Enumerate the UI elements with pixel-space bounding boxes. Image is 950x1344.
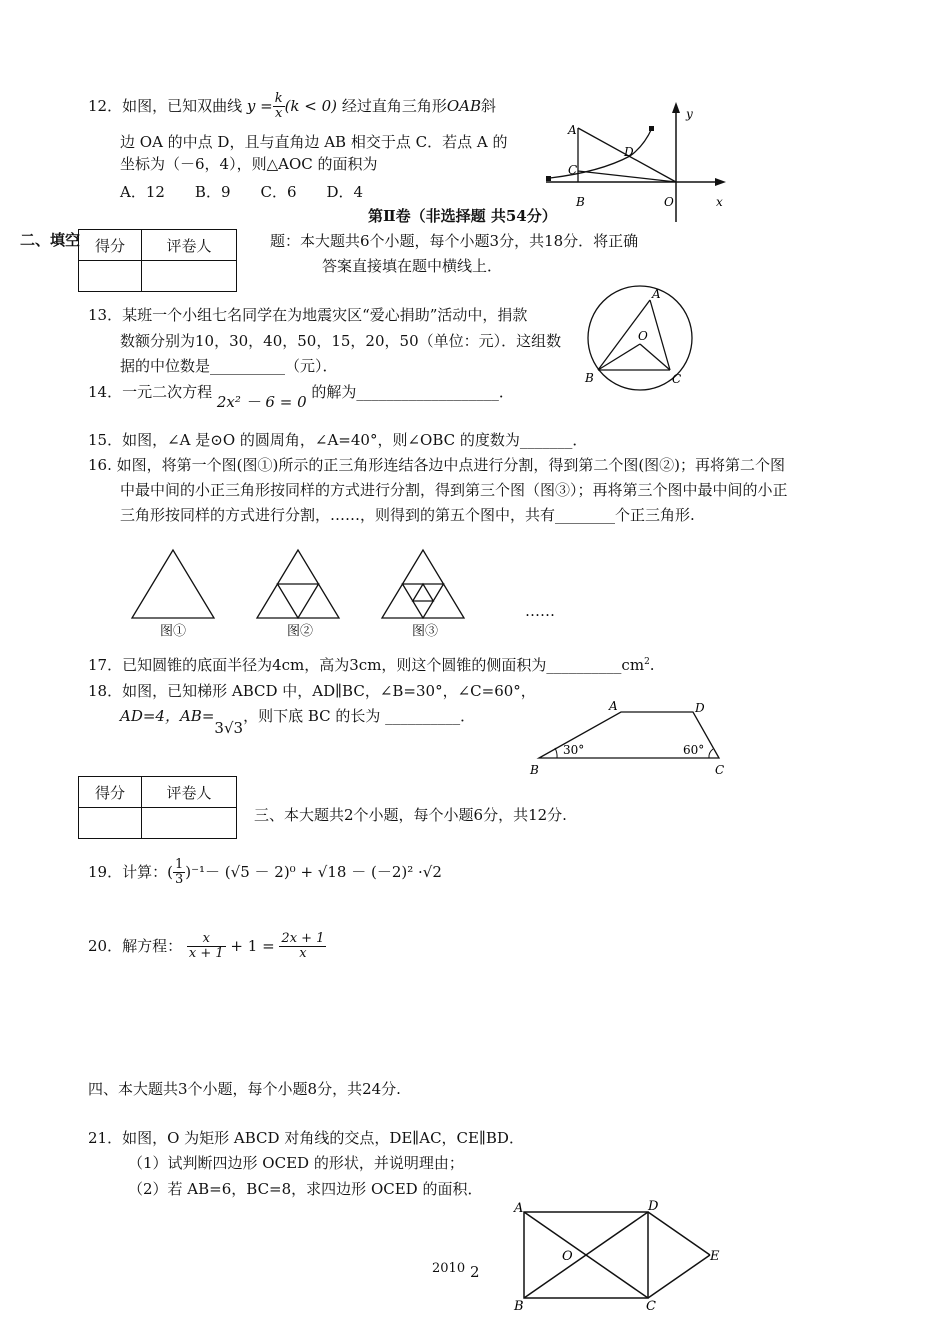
q16-line3: 三角形按同样的方式进行分割，……，则得到的第五个图中，共有________个正三角形. [120, 506, 695, 524]
q21-line3: （2）若 AB=6，BC=8，求四边形 OCED 的面积． [128, 1180, 483, 1198]
q21-line2: （1）试判断四边形 OCED 的形状，并说明理由； [128, 1154, 464, 1172]
q13-line3: 据的中位数是__________（元）． [120, 357, 338, 375]
q14-pre: 14．一元二次方程 [88, 383, 213, 401]
q20: 20．解方程： $\frac{x}{x + 1}$ + 1 = $\frac{2x + 1}{x}$ [88, 931, 325, 962]
q12-label-o: O [664, 195, 674, 209]
q16-caption-2: 图② [287, 624, 314, 639]
q21-label-o: O [562, 1249, 573, 1264]
q18-angle-b: 30° [563, 743, 585, 757]
q13-label-b: B [585, 371, 594, 385]
q13-label-o: O [638, 329, 648, 343]
q12-label-y: y [686, 107, 693, 121]
q21-label-c: C [646, 1299, 656, 1314]
q16-triangle-2 [253, 548, 343, 622]
footer-year: 2010 [432, 1261, 466, 1276]
q18-label-b: B [530, 763, 539, 777]
q16-triangle-3 [378, 548, 468, 622]
section4-title: 四、本大题共3个小题，每个小题8分，共24分. [88, 1080, 401, 1098]
q14 [88, 383, 514, 411]
grader-cell[interactable] [142, 808, 237, 839]
q18-label-c: C [715, 763, 725, 777]
score-header: 得分 [79, 230, 142, 261]
q12-label-a: A [568, 123, 577, 137]
q21-label-a: A [514, 1201, 524, 1216]
q12-label-b: B [576, 195, 585, 209]
q13-label-c: C [672, 372, 682, 386]
q21-label-e: E [710, 1249, 720, 1264]
grader-header: 评卷人 [142, 230, 237, 261]
grader-cell[interactable] [142, 261, 237, 292]
grader-header: 评卷人 [142, 777, 237, 808]
section3-score-table [78, 776, 237, 839]
q20-rhs-fraction: $\frac{2x + 1}{x}$ [281, 931, 325, 962]
q12-formula-fraction: $\frac{k}{x}$ [274, 91, 283, 122]
q16-triangle-1 [128, 548, 218, 622]
score-header: 得分 [79, 777, 142, 808]
section2-line1: 题：本大题共6个小题，每个小题3分，共18分．将正确 [270, 232, 639, 250]
q18-line1: 18．如图，已知梯形 ABCD 中，AD∥BC，∠B=30°，∠C=60°， [88, 682, 536, 700]
section3-title: 三、本大题共2个小题，每个小题6分，共12分. [254, 806, 567, 824]
q12-figure [540, 98, 740, 228]
q21-line1: 21．如图，O 为矩形 ABCD 对角线的交点，DE∥AC，CE∥BD． [88, 1129, 524, 1147]
q20-lhs-fraction: $\frac{x}{x + 1}$ [188, 931, 224, 962]
section2-line2: 答案直接填在题中横线上． [322, 257, 503, 275]
q13-line1: 13．某班一个小组七名同学在为地震灾区“爱心捐助”活动中，捐款 [88, 306, 528, 324]
q19: 19．计算：( $\frac{1}{3}$ )⁻¹－ (√5 － 2)⁰ + √18 － (－2)² ·√2 [88, 857, 442, 888]
q13-label-a: A [652, 287, 661, 301]
q19-fraction: $\frac{1}{3}$ [174, 857, 184, 888]
q14-equation: 2x² － 6 = 0 [216, 393, 307, 411]
q17: 17．已知圆锥的底面半径为4cm，高为3cm，则这个圆锥的侧面积为$\_\_\_\_\_\_\_\_\_\_cm^2$. [88, 656, 655, 674]
q12-label-d: D [624, 145, 634, 159]
q12-line3: 坐标为（－6，4），则△AOC 的面积为 [120, 155, 378, 173]
q12-label-c: C [568, 163, 578, 177]
q18-ab-value: 3√3 [214, 719, 244, 737]
q12-label-x: x [716, 195, 723, 209]
part2-title: 第Ⅱ卷（非选择题 共54分） [368, 207, 557, 225]
q15: 15．如图，∠A 是⊙O 的圆周角，∠A=40°，则∠OBC 的度数为_______． [88, 431, 588, 449]
section2-score-table [78, 229, 237, 292]
q12-line1-post: 经过直角三角形 [341, 96, 447, 115]
q18-label-a: A [609, 699, 618, 713]
q14-post: 的解为___________________． [311, 383, 514, 401]
section2-prefix: 二、填空 [20, 231, 81, 249]
score-cell[interactable] [79, 808, 142, 839]
q21-label-d: D [648, 1199, 659, 1214]
q16-line2: 中最中间的小正三角形按同样的方式进行分割，得到第三个图（图③）；再将第三个图中最中间的小正 [120, 481, 788, 499]
footer-page-number: 2 [470, 1263, 480, 1281]
q18-label-d: D [695, 701, 705, 715]
q19-expression: )⁻¹－ (√5 － 2)⁰ + √18 － (－2)² ·√2 [185, 862, 442, 881]
q21-rectangle-figure [508, 1196, 728, 1314]
q12-formula-lhs: y = [246, 96, 273, 115]
q16-ellipsis: …… [525, 602, 555, 620]
q12-formula-cond: (k < 0) [284, 96, 338, 115]
q18-line2: AD=4，AB=3√3，则下底 BC 的长为 __________． [120, 707, 476, 737]
q18-trapezoid-figure [525, 696, 735, 780]
q16-caption-3: 图③ [412, 624, 439, 639]
q12-options: A．12 B．9 C．6 D．4 [120, 183, 364, 201]
q18-angle-c: 60° [683, 743, 705, 757]
q12-line1-pre: 12．如图，已知双曲线 [88, 96, 243, 115]
q16-line1: 16. 如图，将第一个图(图①)所示的正三角形连结各边中点进行分割，得到第二个图(图②)；再将第二个图 [88, 456, 786, 474]
q16-caption-1: 图① [160, 624, 187, 639]
score-cell[interactable] [79, 261, 142, 292]
q21-label-b: B [514, 1299, 524, 1314]
q12-line1: 12．如图，已知双曲线 y = $\frac{k}{x}$ (k < 0) 经过直角三角形OAB斜 [88, 91, 496, 122]
q12-line2: 边 OA 的中点 D，且与直角边 AB 相交于点 C．若点 A 的 [120, 133, 508, 151]
q13-circle-figure [578, 284, 708, 392]
q13-line2: 数额分别为10，30，40，50，15，20，50（单位：元）．这组数 [120, 332, 562, 350]
